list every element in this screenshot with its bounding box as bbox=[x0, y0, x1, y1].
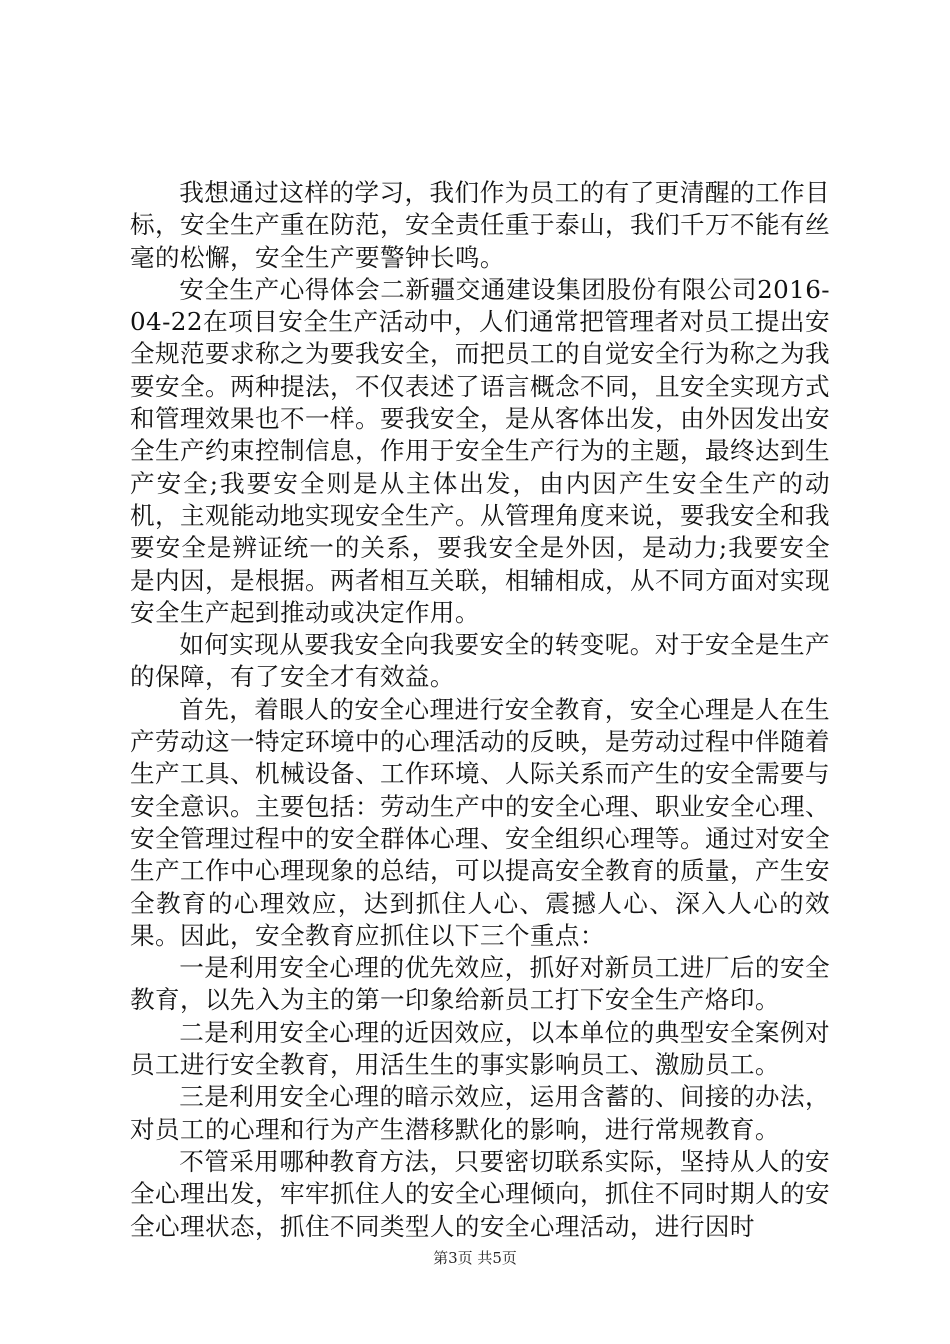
page-number: 第3页 共5页 bbox=[433, 1249, 517, 1267]
paragraph-4: 首先，着眼人的安全心理进行安全教育，安全心理是人在生产劳动这一特定环境中的心理活动的反映，是劳动过程中伴随着生产工具、机械设备、工作环境、人际关系而产生的安全需要与安全意识。主要包括：劳动生产中的安全心理、职业安全心理、安全管理过程中的安全群体心理、安全组织心理等。通过对安全生产工作中心理现象的总结，可以提高安全教育的质量，产生安全教育的心理效应，达到抓住人心、震撼人心、深入人心的效果。因此，安全教育应抓住以下三个重点： bbox=[130, 694, 830, 950]
paragraph-6: 二是利用安全心理的近因效应，以本单位的典型安全案例对员工进行安全教育，用活生生的事实影响员工、激励员工。 bbox=[130, 1017, 830, 1080]
paragraph-3: 如何实现从要我安全向我要安全的转变呢。对于安全是生产的保障，有了安全才有效益。 bbox=[130, 630, 830, 692]
paragraph-1: 我想通过这样的学习，我们作为员工的有了更清醒的工作目标，安全生产重在防范，安全责任重于泰山，我们千万不能有丝毫的松懈，安全生产要警钟长鸣。 bbox=[130, 178, 830, 272]
paragraph-8: 不管采用哪种教育方法，只要密切联系实际，坚持从人的安全心理出发，牢牢抓住人的安全心理倾向，抓住不同时期人的安全心理状态，抓住不同类型人的安全心理活动，进行因时 bbox=[130, 1146, 830, 1241]
document-body bbox=[130, 177, 830, 1243]
paragraph-7: 三是利用安全心理的暗示效应，运用含蓄的、间接的办法，对员工的心理和行为产生潜移默化的影响，进行常规教育。 bbox=[130, 1082, 830, 1144]
paragraph-2: 安全生产心得体会二新疆交通建设集团股份有限公司2016-04-22在项目安全生产活动中，人们通常把管理者对员工提出安全规范要求称之为要我安全，而把员工的自觉安全行为称之为我要安全。两种提法，不仅表述了语言概念不同，且安全实现方式和管理效果也不一样。要我安全，是从客体出发，由外因发出安全生产约束控制信息，作用于安全生产行为的主题，最终达到生产安全;我要安全则是从主体出发，由内因产生安全生产的动机，主观能动地实现安全生产。从管理角度来说，要我安全和我要安全是辨证统一的关系，要我安全是外因，是动力;我要安全是内因，是根据。两者相互关联，相辅相成，从不同方面对实现安全生产起到推动或决定作用。 bbox=[130, 274, 830, 627]
paragraph-5: 一是利用安全心理的优先效应，抓好对新员工进厂后的安全教育，以先入为主的第一印象给新员工打下安全生产烙印。 bbox=[130, 953, 830, 1015]
